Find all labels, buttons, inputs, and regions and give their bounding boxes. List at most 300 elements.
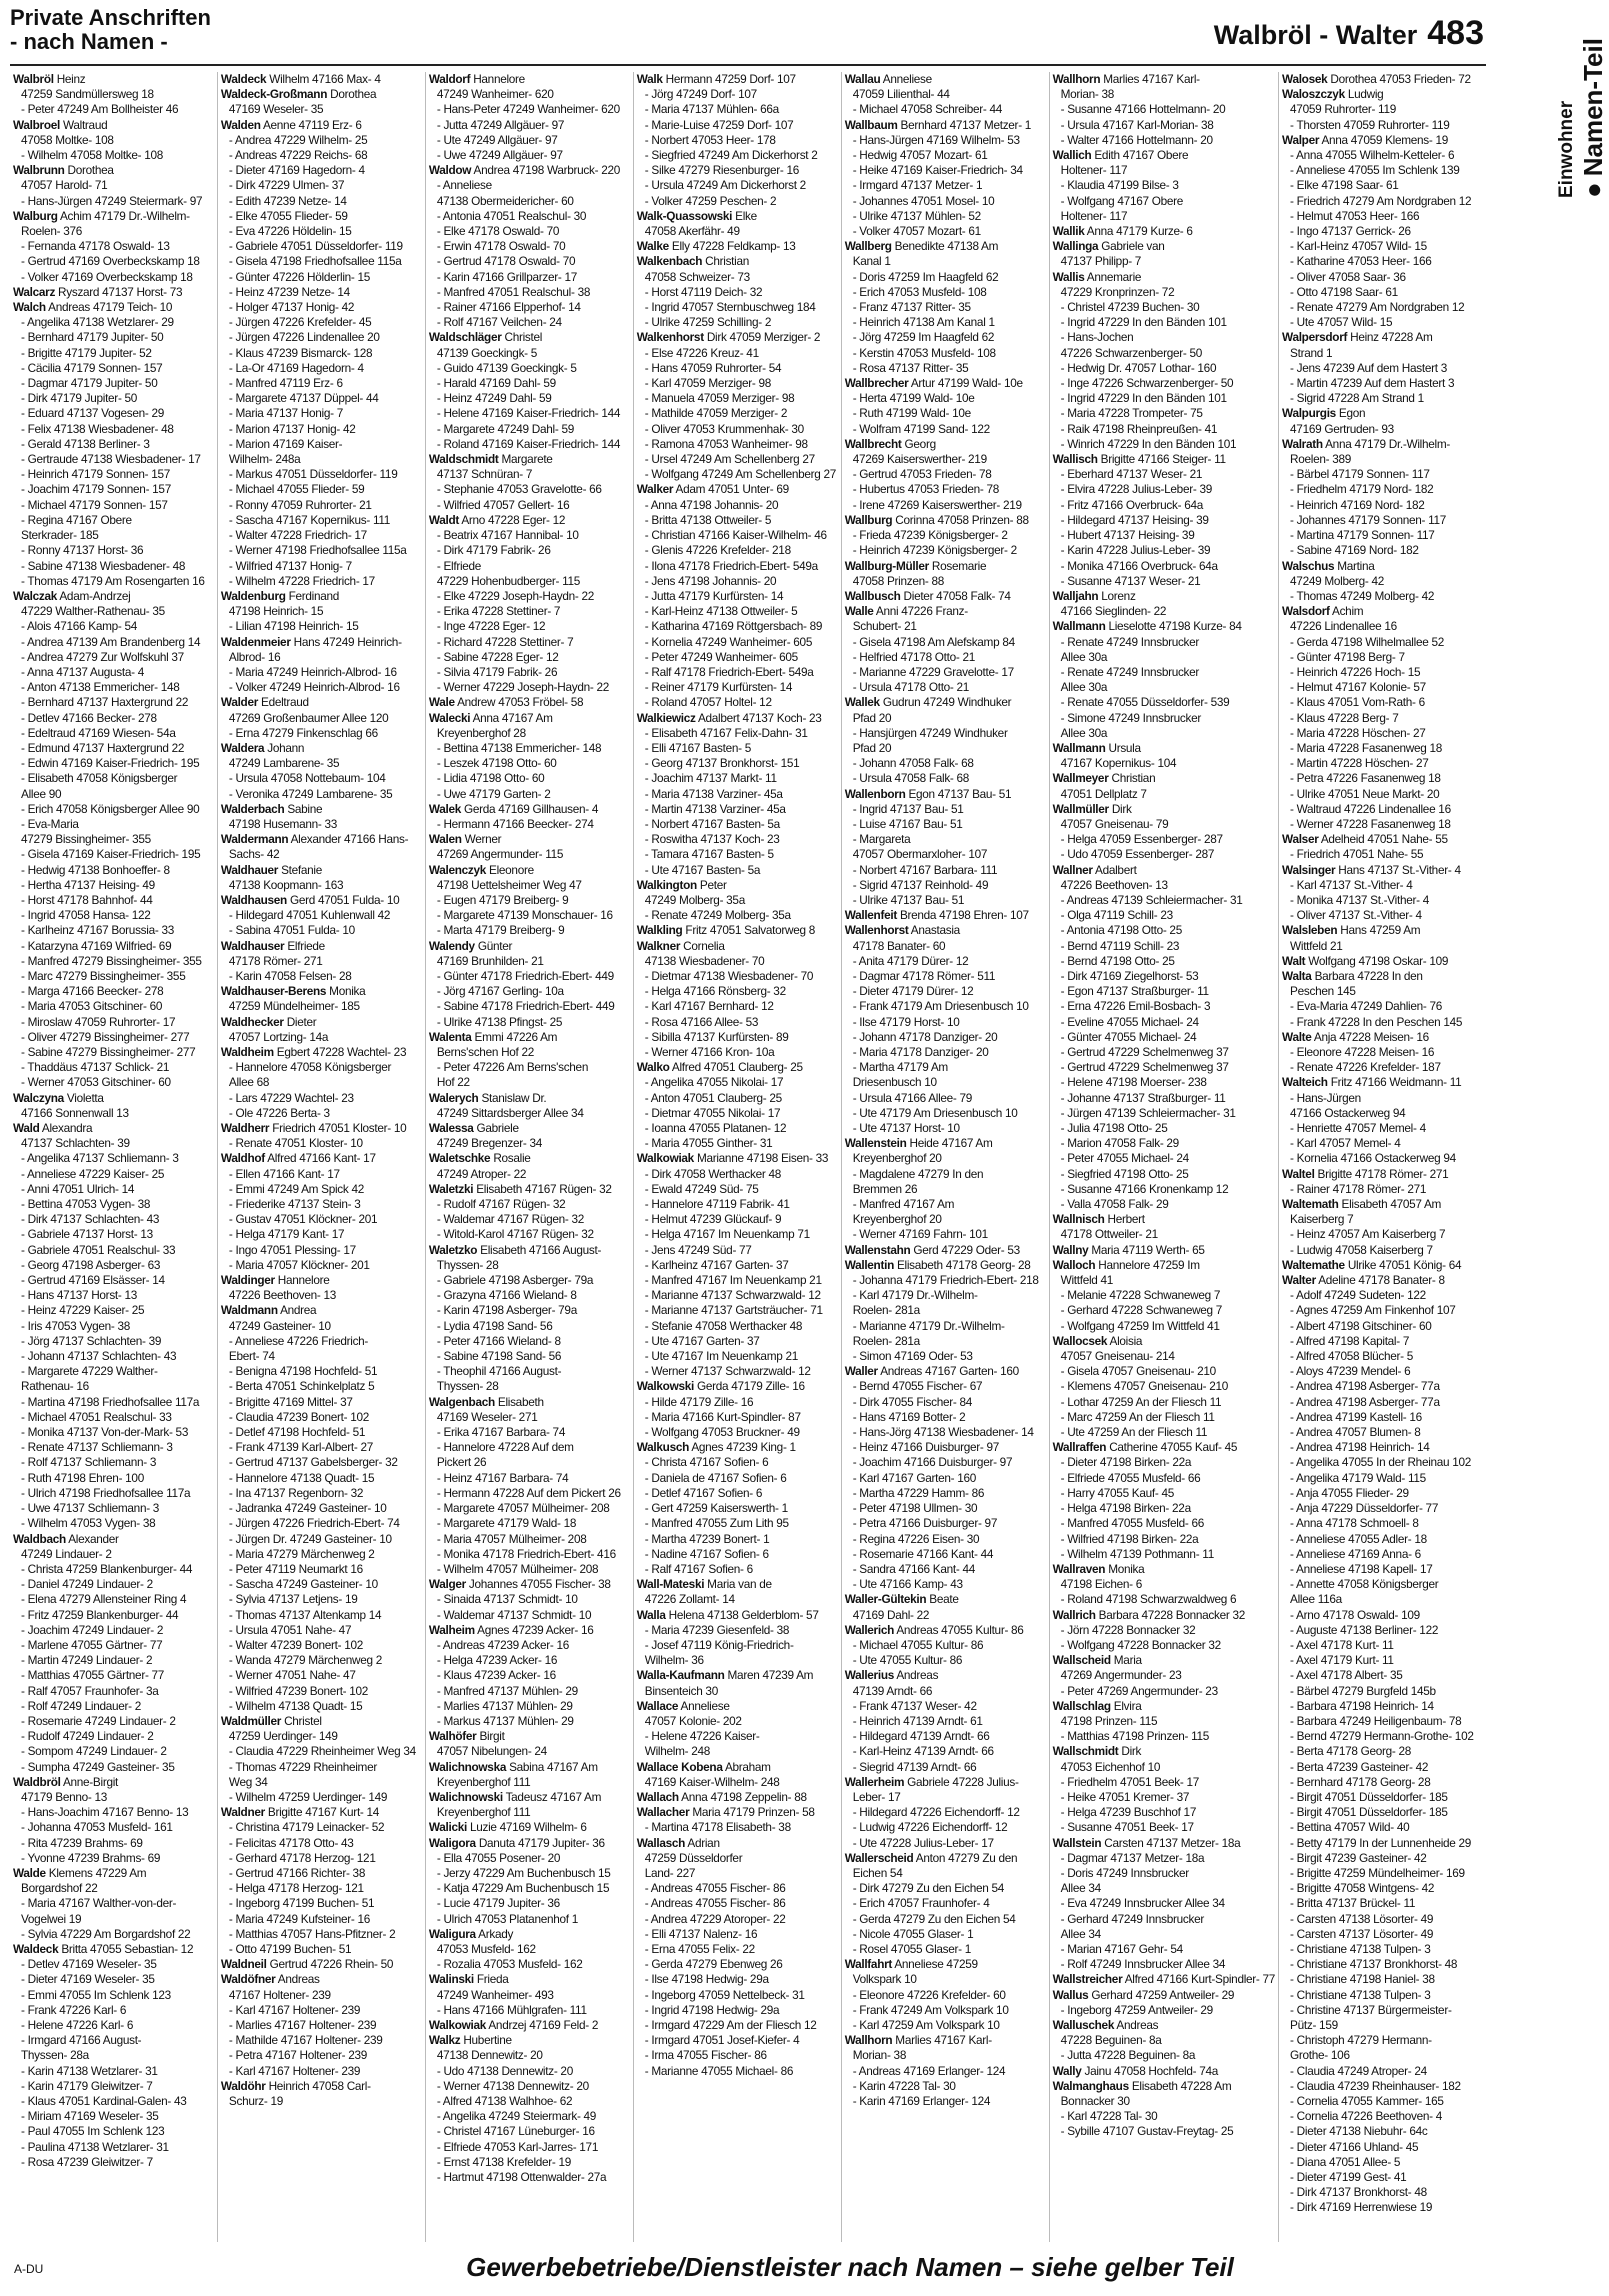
entry-details: Abraham — [724, 1759, 771, 1774]
directory-entry — [1282, 102, 1483, 117]
directory-entry — [1053, 1136, 1275, 1151]
entry-details: Waltraud — [62, 117, 108, 132]
directory-entry — [13, 1501, 214, 1516]
directory-entry — [13, 498, 214, 513]
directory-entry — [637, 1957, 838, 1972]
directory-entry — [429, 574, 630, 589]
directory-entry — [637, 300, 838, 315]
directory-entry — [221, 1851, 422, 1866]
directory-entry — [13, 726, 214, 741]
directory-entry — [845, 923, 1046, 938]
directory-entry — [221, 422, 422, 437]
entry-details: - Wilhelm 47139 Pothmann- 11 — [1060, 1546, 1214, 1561]
directory-entry — [429, 711, 630, 726]
entry-details: - Karl-Heinz 47138 Ottweiler- 5 — [644, 604, 798, 619]
directory-entry — [637, 224, 838, 239]
entry-details: - Dietmar 47138 Wiesbadener- 70 — [644, 968, 814, 983]
entry-details: - Egon 47137 Straßburger- 11 — [1060, 984, 1209, 999]
entry-surname: Waletzki — [428, 1181, 474, 1196]
entry-details: - Elisabeth 47167 Felix-Dahn- 31 — [644, 725, 808, 740]
directory-entry — [845, 1060, 1046, 1075]
directory-entry — [1053, 285, 1275, 300]
entry-details: - Rosemarie 47166 Kant- 44 — [852, 1546, 994, 1561]
directory-entry — [221, 802, 422, 817]
directory-entry — [13, 361, 214, 376]
directory-entry — [637, 847, 838, 862]
directory-entry — [637, 1760, 838, 1775]
entry-surname: Walteich — [1282, 1075, 1328, 1090]
directory-entry — [1053, 1592, 1275, 1607]
directory-entry — [1053, 1516, 1275, 1531]
entry-surname: Waldenmeier — [220, 634, 291, 649]
directory-entry — [845, 1836, 1046, 1851]
entry-details: - Elisabeth 47058 Königsberger — [21, 771, 178, 786]
entry-details: 47058 Akerfähr- 49 — [644, 224, 740, 239]
directory-entry — [845, 1303, 1046, 1318]
directory-entry — [845, 452, 1046, 467]
entry-surname: Walerych — [428, 1090, 479, 1105]
entry-details: - Margareta — [852, 832, 911, 847]
entry-details: - Ingeborg 47259 Antweiler- 29 — [1060, 2002, 1213, 2017]
directory-entry — [1053, 330, 1275, 345]
directory-entry — [1282, 999, 1483, 1014]
directory-entry — [1282, 1227, 1483, 1242]
entry-details: - Anton 47051 Clauberg- 25 — [644, 1090, 782, 1105]
entry-surname: Wallocsek — [1052, 1333, 1108, 1348]
entry-surname: Walbrunn — [13, 163, 65, 178]
entry-surname: Wallenfeit — [844, 908, 897, 923]
directory-entry — [13, 118, 214, 133]
entry-details: - Ralf 47178 Friedrich-Ebert- 549a — [644, 664, 814, 679]
entry-details: - Maria 47057 Mülheimer- 208 — [436, 1531, 587, 1546]
directory-entry — [221, 1836, 422, 1851]
entry-details: - Sabine 47169 Nord- 182 — [1290, 543, 1419, 558]
entry-details: - Friederike 47137 Stein- 3 — [228, 1197, 361, 1212]
directory-entry — [221, 893, 422, 908]
entry-surname: Walden — [220, 117, 261, 132]
entry-details: Wittfeld 21 — [1290, 938, 1343, 953]
entry-details: - Helene 47169 Kaiser-Friedrich- 144 — [436, 406, 621, 421]
directory-entry — [429, 817, 630, 832]
entry-details: - Cornelia 47226 Beethoven- 4 — [1290, 2109, 1443, 2124]
directory-entry — [221, 1015, 422, 1030]
directory-entry — [429, 2094, 630, 2109]
directory-entry — [845, 1121, 1046, 1136]
directory-entry — [429, 2155, 630, 2170]
entry-details: - Fritz 47259 Blankenburger- 44 — [21, 1607, 179, 1622]
entry-details: - Monika 47166 Overbruck- 64a — [1060, 558, 1218, 573]
entry-details: - Karlheinz 47167 Borussia- 33 — [21, 923, 174, 938]
entry-details: - Inge 47226 Schwarzenberger- 50 — [1060, 376, 1234, 391]
directory-entry — [1282, 1592, 1483, 1607]
entry-details: 47198 Prinzen- 115 — [1060, 1713, 1158, 1728]
directory-entry — [1282, 1501, 1483, 1516]
directory-entry — [1282, 984, 1483, 999]
entry-details: - Oliver 47279 Bissingheimer- 277 — [21, 1029, 190, 1044]
directory-entry — [845, 771, 1046, 786]
directory-entry — [13, 1334, 214, 1349]
directory-entry — [637, 2003, 838, 2018]
entry-details: - Maria 47055 Ginther- 31 — [644, 1136, 773, 1151]
entry-details: - Ulrich 47198 Friedhofsallee 117a — [21, 1485, 191, 1500]
entry-details: - Heinz 47166 Duisburger- 97 — [852, 1440, 1000, 1455]
entry-details: 47249 Molberg- 35a — [644, 892, 745, 907]
entry-details: - Carsten 47137 Lösorter- 49 — [1290, 1926, 1434, 1941]
directory-entry — [1282, 2200, 1483, 2215]
entry-details: Kreyenberghof 20 — [852, 1212, 942, 1227]
entry-details: 47178 Ottweiler- 21 — [1060, 1227, 1158, 1242]
entry-details: - Dirk 47179 Fabrik- 26 — [436, 543, 551, 558]
directory-entry — [845, 1744, 1046, 1759]
directory-entry — [1282, 1349, 1483, 1364]
directory-entry — [1053, 1455, 1275, 1470]
directory-entry — [1053, 984, 1275, 999]
entry-details: Gerda 47169 Gillhausen- 4 — [464, 801, 599, 816]
entry-details: - Margarete 47249 Dahl- 59 — [436, 421, 574, 436]
directory-entry — [845, 2033, 1046, 2048]
entry-details: - Silvia 47179 Fabrik- 26 — [436, 664, 558, 679]
directory-entry — [1053, 1182, 1275, 1197]
entry-details: 47137 Philipp- 7 — [1060, 254, 1142, 269]
entry-details: - Tamara 47167 Basten- 5 — [644, 847, 774, 862]
directory-entry — [221, 832, 422, 847]
directory-column — [217, 72, 425, 2242]
directory-entry — [1053, 559, 1275, 574]
directory-entry — [13, 224, 214, 239]
directory-entry — [1053, 1699, 1275, 1714]
entry-details: - Edwin 47169 Kaiser-Friedrich- 195 — [21, 756, 200, 771]
entry-details: - Ingeborg 47059 Nettelbeck- 31 — [644, 1987, 805, 2002]
directory-column — [633, 72, 841, 2242]
directory-entry — [13, 832, 214, 847]
directory-entry — [1053, 376, 1275, 391]
directory-entry — [221, 118, 422, 133]
directory-entry — [221, 87, 422, 102]
entry-details: Werner — [464, 832, 502, 847]
directory-entry — [1053, 482, 1275, 497]
directory-entry — [845, 1471, 1046, 1486]
entry-details: 47259 Uerdinger- 149 — [228, 1729, 338, 1744]
entry-details: - Thaddäus 47137 Schlick- 21 — [21, 1060, 170, 1075]
directory-entry — [1282, 908, 1483, 923]
directory-entry — [221, 1151, 422, 1166]
directory-entry — [1053, 1942, 1275, 1957]
directory-entry — [221, 1684, 422, 1699]
entry-details: Kreyenberghof 20 — [852, 1151, 942, 1166]
directory-entry — [13, 619, 214, 634]
entry-details: - Maria 47228 Höschen- 27 — [1290, 725, 1426, 740]
directory-entry — [637, 665, 838, 680]
directory-entry — [13, 346, 214, 361]
entry-details: - Manuela 47059 Merziger- 98 — [644, 391, 795, 406]
entry-details: - Lidia 47198 Otto- 60 — [436, 771, 545, 786]
directory-entry — [845, 1182, 1046, 1197]
directory-entry — [1282, 1623, 1483, 1638]
entry-details: - Ulrike 47137 Mühlen- 52 — [852, 208, 981, 223]
entry-details: Marlies 47167 Karl- — [1103, 72, 1200, 86]
entry-details: - Grazyna 47166 Wieland- 8 — [436, 1288, 577, 1303]
directory-entry — [845, 1136, 1046, 1151]
directory-entry — [13, 1151, 214, 1166]
directory-entry — [1053, 1638, 1275, 1653]
entry-surname: Wallerscheid — [844, 1850, 914, 1865]
entry-surname: Waldhauser-Berens — [220, 984, 327, 999]
directory-entry — [221, 847, 422, 862]
entry-details: Andreas — [277, 1972, 320, 1987]
entry-surname: Wally — [1052, 2063, 1082, 2078]
page-footer — [0, 2252, 1570, 2286]
entry-details: Elfriede — [287, 938, 325, 953]
directory-entry — [13, 102, 214, 117]
directory-entry — [221, 1106, 422, 1121]
entry-details: - Theophil 47166 August- — [436, 1364, 562, 1379]
entry-details: Heinz 47228 Am — [1350, 330, 1433, 345]
directory-entry — [845, 270, 1046, 285]
directory-entry — [221, 1562, 422, 1577]
entry-details: - Bernd 47055 Fischer- 67 — [852, 1379, 983, 1394]
entry-details: - Karin 47058 Felsen- 28 — [228, 968, 352, 983]
directory-entry — [221, 148, 422, 163]
directory-entry — [637, 726, 838, 741]
directory-entry — [221, 680, 422, 695]
entry-details: - Christian 47166 Kaiser-Wilhelm- 46 — [644, 528, 827, 543]
directory-entry — [637, 528, 838, 543]
directory-entry — [1282, 589, 1483, 604]
entry-details: - Witold-Karol 47167 Rügen- 32 — [436, 1227, 594, 1242]
entry-details: - Ursula 47249 Am Dickerhorst 2 — [644, 178, 806, 193]
entry-details: - Maria 47228 Fasanenweg 18 — [1290, 740, 1442, 755]
entry-details: - Angelika 47249 Steiermark- 49 — [436, 2109, 597, 2124]
directory-entry — [221, 1699, 422, 1714]
directory-entry — [637, 787, 838, 802]
entry-details: - Uwe 47179 Garten- 2 — [436, 786, 551, 801]
entry-details: - Siegfried 47249 Am Dickerhorst 2 — [644, 148, 818, 163]
entry-details: - Ina 47137 Regenborn- 32 — [228, 1485, 364, 1500]
directory-entry — [1053, 604, 1275, 619]
directory-entry — [221, 1227, 422, 1242]
entry-details: Anna 47059 Klemens- 19 — [1321, 132, 1449, 147]
directory-entry — [221, 695, 422, 710]
entry-surname: Waloszczyk — [1282, 87, 1345, 102]
directory-entry — [1282, 2140, 1483, 2155]
directory-entry — [1053, 1015, 1275, 1030]
directory-entry — [1282, 1243, 1483, 1258]
entry-details: - Dieter 47138 Niebuhr- 64c — [1290, 2124, 1428, 2139]
entry-details: 47279 Bissingheimer- 355 — [21, 832, 151, 847]
directory-entry — [221, 1608, 422, 1623]
entry-surname: Walsinger — [1282, 862, 1336, 877]
entry-surname: Wallmann — [1052, 740, 1106, 755]
directory-entry — [13, 1866, 214, 1881]
entry-details: - Maria 47053 Gitschiner- 60 — [21, 999, 163, 1014]
directory-entry — [1053, 1486, 1275, 1501]
directory-entry — [429, 1440, 630, 1455]
entry-details: - Roland 47169 Kaiser-Friedrich- 144 — [436, 436, 621, 451]
entry-details: 47167 Kopernikus- 104 — [1060, 756, 1177, 771]
directory-entry — [221, 376, 422, 391]
directory-entry — [637, 1532, 838, 1547]
entry-details: - Marianne 47137 Gartsträucher- 71 — [644, 1303, 823, 1318]
entry-details: - Ella 47055 Posener- 20 — [436, 1850, 561, 1865]
directory-entry — [845, 72, 1046, 87]
directory-entry — [221, 528, 422, 543]
entry-surname: Walper — [1282, 132, 1320, 147]
directory-entry — [1053, 1988, 1275, 2003]
header-title: Private Anschriften — [10, 5, 211, 30]
directory-entry — [221, 1349, 422, 1364]
entry-surname: Wallberg — [844, 239, 892, 254]
directory-entry — [637, 1045, 838, 1060]
entry-details: Thyssen- 28 — [436, 1257, 499, 1272]
entry-surname: Walkington — [636, 877, 697, 892]
entry-details: - Andreas 47239 Acker- 16 — [436, 1637, 570, 1652]
entry-details: - Horst 47178 Bahnhof- 44 — [21, 892, 153, 907]
entry-details: Gabriele 47228 Julius- — [907, 1774, 1019, 1789]
directory-entry — [13, 437, 214, 452]
entry-details: Brigitte 47167 Kurt- 14 — [267, 1805, 380, 1820]
directory-entry — [1053, 1151, 1275, 1166]
entry-details: - Dirk 47229 Ulmen- 37 — [228, 178, 345, 193]
entry-details: 47178 Banater- 60 — [852, 938, 946, 953]
entry-details: Allee 30a — [1060, 649, 1108, 664]
entry-details: Hans 47259 Am — [1340, 923, 1421, 938]
entry-details: - Agnes 47259 Am Finkenhof 107 — [1290, 1303, 1456, 1318]
directory-entry — [1282, 2155, 1483, 2170]
entry-details: - Claudia 47239 Bonert- 102 — [228, 1409, 370, 1424]
entry-surname: Waldbach — [13, 1531, 66, 1546]
directory-entry — [429, 102, 630, 117]
entry-surname: Walderbach — [220, 801, 285, 816]
entry-surname: Wallace Kobena — [636, 1759, 723, 1774]
directory-entry — [1053, 163, 1275, 178]
entry-details: Grothe- 106 — [1290, 2048, 1350, 2063]
entry-surname: Walk — [636, 72, 663, 86]
entry-details: - Hildegard 47051 Kuhlenwall 42 — [228, 908, 391, 923]
directory-entry — [429, 2064, 630, 2079]
entry-details: - Gisela 47198 Friedhofsallee 115a — [228, 254, 402, 269]
entry-details: - Helga 47198 Birken- 22a — [1060, 1501, 1191, 1516]
entry-details: - Birgit 47239 Gasteiner- 42 — [1290, 1850, 1427, 1865]
directory-entry — [429, 1972, 630, 1987]
directory-entry — [845, 1820, 1046, 1835]
entry-details: 47226 Zollamt- 14 — [644, 1592, 735, 1607]
directory-entry — [637, 1151, 838, 1166]
entry-details: Hannelore — [473, 72, 525, 86]
entry-surname: Walkowiak — [428, 2018, 487, 2032]
directory-entry — [845, 939, 1046, 954]
entry-surname: Walhöfer — [428, 1729, 477, 1744]
entry-details: Alexander 47166 Hans- — [290, 832, 409, 847]
directory-entry — [1053, 1060, 1275, 1075]
entry-surname: Walichnowska — [428, 1759, 507, 1774]
directory-entry — [637, 1547, 838, 1562]
entry-surname: Walljahn — [1052, 588, 1099, 603]
directory-entry — [637, 1592, 838, 1607]
entry-details: - Doris 47249 Innsbrucker — [1060, 1865, 1189, 1880]
directory-entry — [13, 482, 214, 497]
entry-details: - Hans 47059 Ruhrorter- 54 — [644, 360, 782, 375]
entry-details: - Hannelore 47228 Auf dem — [436, 1440, 574, 1455]
entry-details: - Elli 47167 Basten- 5 — [644, 740, 751, 755]
entry-details: Agnes 47239 Acker- 16 — [477, 1622, 594, 1637]
directory-entry — [637, 1075, 838, 1090]
entry-details: - Uwe 47249 Allgäuer- 97 — [436, 148, 563, 163]
entry-details: - Henriette 47057 Memel- 4 — [1290, 1121, 1426, 1136]
entry-details: - Thomas 47249 Molberg- 42 — [1290, 588, 1435, 603]
entry-details: Heide 47167 Am — [909, 1136, 993, 1151]
entry-details: - Ole 47226 Berta- 3 — [228, 1105, 330, 1120]
entry-details: - Walter 47166 Hottelmann- 20 — [1060, 132, 1213, 147]
directory-entry — [1282, 619, 1483, 634]
directory-entry — [13, 2109, 214, 2124]
directory-entry — [221, 984, 422, 999]
directory-entry — [845, 224, 1046, 239]
entry-details: Peschen 145 — [1290, 984, 1356, 999]
entry-details: Anastasia — [910, 923, 960, 938]
directory-entry — [1053, 847, 1275, 862]
directory-entry — [637, 422, 838, 437]
entry-details: - Maria 47166 Kurt-Spindler- 87 — [644, 1409, 801, 1424]
directory-entry — [13, 1851, 214, 1866]
directory-entry — [845, 711, 1046, 726]
directory-entry — [429, 1258, 630, 1273]
entry-details: 47137 Schnüran- 7 — [436, 467, 533, 482]
entry-details: - Barbara 47198 Heinrich- 14 — [1290, 1698, 1434, 1713]
entry-details: - Dagmar 47179 Jupiter- 50 — [21, 376, 158, 391]
directory-entry — [221, 665, 422, 680]
entry-details: - Christel 47239 Buchen- 30 — [1060, 300, 1200, 315]
entry-details: Sabine — [287, 801, 323, 816]
section-side-text — [1556, 38, 1609, 198]
directory-entry — [13, 1896, 214, 1911]
directory-entry — [429, 559, 630, 574]
directory-entry — [429, 1790, 630, 1805]
entry-details: - Udo 47059 Essenberger- 287 — [1060, 847, 1215, 862]
entry-surname: Waldhof — [220, 1151, 265, 1166]
directory-entry — [429, 422, 630, 437]
entry-surname: Walker — [636, 482, 674, 497]
directory-entry — [1053, 1790, 1275, 1805]
entry-surname: Walle — [844, 604, 874, 619]
directory-entry — [13, 1836, 214, 1851]
directory-entry — [845, 1942, 1046, 1957]
directory-entry — [1282, 574, 1483, 589]
entry-details: - Susanne 47137 Weser- 21 — [1060, 573, 1201, 588]
entry-details: 47249 Atroper- 22 — [436, 1166, 527, 1181]
entry-details: - Roswitha 47137 Koch- 23 — [644, 832, 780, 847]
entry-details: - Bernd 47198 Otto- 25 — [1060, 953, 1175, 968]
directory-entry — [1282, 1547, 1483, 1562]
directory-entry — [429, 650, 630, 665]
entry-surname: Wallerheim — [844, 1774, 905, 1789]
entry-surname: Wallburg — [844, 512, 893, 527]
directory-entry — [845, 1699, 1046, 1714]
directory-entry — [429, 194, 630, 209]
directory-entry — [429, 1577, 630, 1592]
directory-entry — [1053, 878, 1275, 893]
entry-details: 47259 Sandmüllersweg 18 — [21, 87, 154, 102]
entry-details: - Gisela 47198 Am Alefskamp 84 — [852, 634, 1015, 649]
entry-surname: Walde — [13, 1865, 46, 1880]
entry-details: - Karl 47167 Garten- 160 — [852, 1470, 976, 1485]
entry-details: Elisabeth 47057 Am — [1341, 1197, 1442, 1212]
entry-details: - Heinrich 47138 Am Kanal 1 — [852, 315, 995, 330]
entry-details: - Horst 47119 Deich- 32 — [644, 284, 763, 299]
entry-details: - Ulrich 47053 Platanenhof 1 — [436, 1911, 578, 1926]
directory-entry — [429, 1060, 630, 1075]
entry-details: 47058 Schweizer- 73 — [644, 269, 750, 284]
entry-details: Edith 47167 Obere — [1094, 148, 1189, 163]
